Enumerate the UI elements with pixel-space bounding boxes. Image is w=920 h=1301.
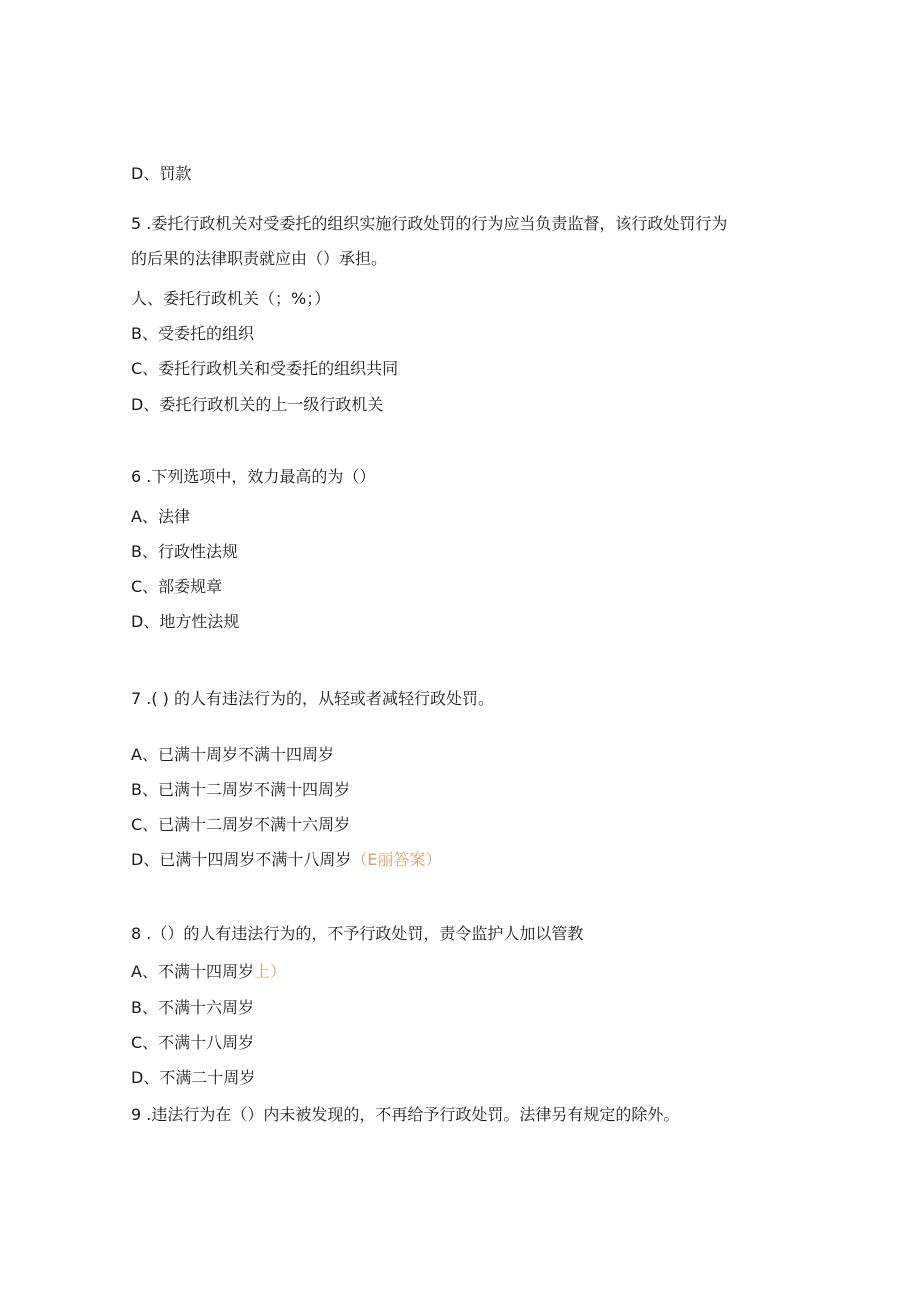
- q8-stem: 8 .（）的人有违法行为的，不予行政处罚，责令监护人加以管教: [131, 924, 584, 943]
- q7-option-a: A、已满十周岁不满十四周岁: [131, 745, 334, 764]
- answer-mark: 上）: [253, 962, 286, 981]
- q8-option-a: [131, 962, 286, 982]
- q6-option-d: D、地方性法规: [131, 612, 240, 631]
- answer-mark: （E丽答案）: [351, 850, 442, 869]
- q7-stem: 7 .( ) 的人有违法行为的，从轻或者减轻行政处罚。: [131, 689, 495, 708]
- q5-option-a: 人、委托行政机关（；%；）: [131, 289, 331, 308]
- q7-option-b: B、已满十二周岁不满十四周岁: [131, 780, 350, 799]
- q8-option-c: C、不满十八周岁: [131, 1033, 255, 1052]
- q5-option-d: D、委托行政机关的上一级行政机关: [131, 395, 384, 414]
- q7-option-d-text: D、已满十四周岁不满十八周岁: [131, 850, 352, 869]
- q6-stem: 6 .下列选项中，效力最高的为（）: [131, 467, 376, 486]
- q7-option-d: [131, 850, 441, 870]
- q5-option-b: B、受委托的组织: [131, 324, 254, 343]
- q8-option-a-text: A、不满十四周岁: [131, 962, 254, 981]
- q8-option-d: D、不满二十周岁: [131, 1068, 256, 1087]
- q5-option-c: C、委托行政机关和受委托的组织共同: [131, 359, 399, 378]
- q5-stem-line2: 的后果的法律职责就应由（）承担。: [131, 249, 388, 268]
- q7-option-c: C、已满十二周岁不满十六周岁: [131, 815, 351, 834]
- q4-option-d: D、罚款: [131, 164, 192, 183]
- q5-stem-line1: 5 .委托行政机关对受委托的组织实施行政处罚的行为应当负责监督，该行政处罚行为: [131, 214, 728, 233]
- q9-stem: 9 .违法行为在（）内未被发现的，不再给予行政处罚。法律另有规定的除外。: [131, 1105, 680, 1124]
- q6-option-a: A、法律: [131, 507, 190, 526]
- q6-option-c: C、部委规章: [131, 577, 223, 596]
- q8-option-b: B、不满十六周岁: [131, 998, 254, 1017]
- q6-option-b: B、行政性法规: [131, 542, 238, 561]
